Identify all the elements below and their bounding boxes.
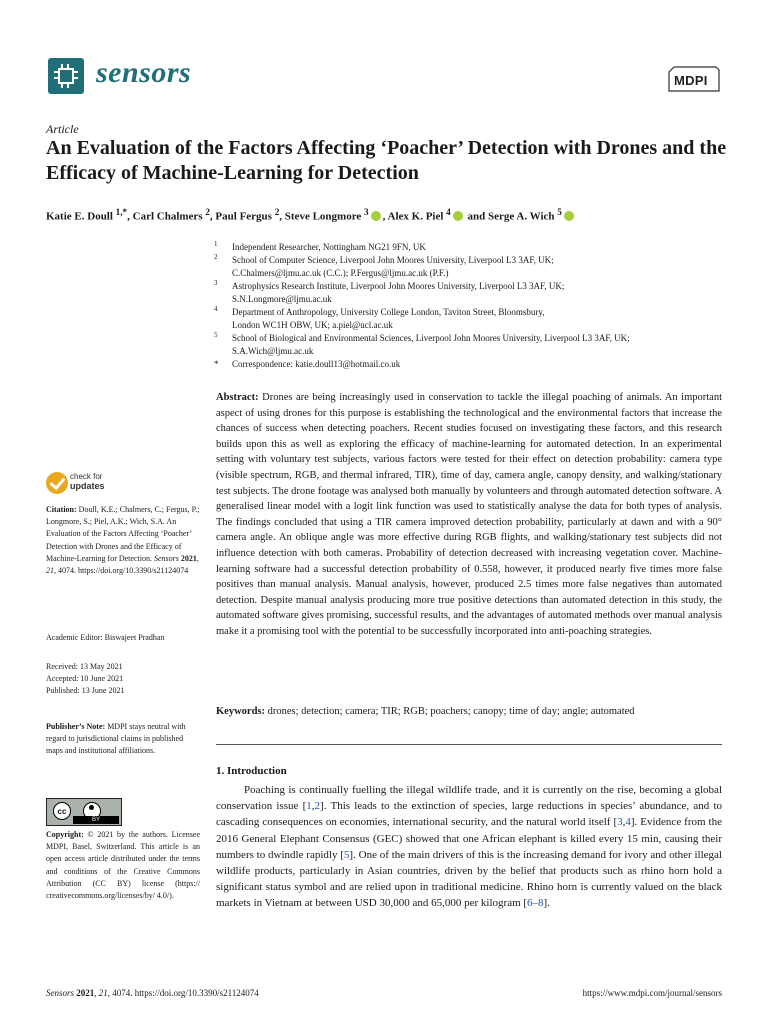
citation-link[interactable]: 2	[314, 800, 321, 813]
affiliation-email: London WC1H OBW, UK; a.piel@ucl.ac.uk	[232, 320, 393, 330]
intro-text: ]. Evidence from the 2016 General Elephant Consensus (GEC) showed that one African elephant is killed every 15 min, causing their numbers to dwindle rapidly [	[216, 816, 722, 861]
author-separator: ,	[382, 210, 386, 223]
author-separator: ,	[209, 210, 213, 223]
copyright-label: Copyright:	[46, 830, 84, 839]
affiliation-text: Astrophysics Research Institute, Liverpool John Moores University, Liverpool L3 3AF, UK;	[232, 281, 565, 291]
author-name: Katie E. Doull	[46, 210, 113, 223]
cc-by-license-badge[interactable]	[46, 798, 122, 826]
intro-paragraph	[216, 782, 722, 912]
author-list	[46, 204, 736, 225]
author-sup: 2	[274, 207, 280, 217]
citation-link[interactable]: 3	[617, 816, 623, 829]
footer-citation: Sensors 2021, 21, 4074. https://doi.org/10.3390/s21124074	[46, 988, 259, 998]
affiliation-number: *	[214, 359, 219, 369]
author-conjunction: and	[467, 210, 486, 223]
affiliation-email: S.N.Longmore@ljmu.ac.uk	[232, 294, 332, 304]
citation-year: 2021	[180, 553, 197, 563]
author-sup: 2	[205, 207, 210, 217]
correspondence-text: Correspondence: katie.doull13@hotmail.co.uk	[232, 359, 401, 369]
intro-text: ].	[543, 897, 550, 910]
author-name: Carl Chalmers	[132, 210, 203, 223]
affiliation-number: 5	[214, 331, 218, 339]
affiliation-text: Department of Anthropology, University College London, Taviton Street, Bloomsbury,	[232, 307, 545, 317]
article-title: An Evaluation of the Factors Affecting ‘Poacher’ Detection with Drones and the Efficacy of Machine-Learning for Detection	[46, 137, 727, 184]
citation-volume: 21	[46, 566, 54, 576]
citation-block: Citation: Doull, K.E.; Chalmers, C.; Fergus, P.; Longmore, S.; Piel, A.K.; Wich, S.A. An Evaluation of the Factors Affecting ‘Poacher’ Detection with Drones and the Efficacy of Machine-Learning for Detection. Sensors 2021, 21, 4074. https://doi.org/10.3390/s21124074	[46, 505, 200, 576]
orcid-icon[interactable]	[564, 211, 574, 221]
check-updates-label: updates	[70, 481, 105, 491]
author-name: Serge A. Wich	[487, 210, 555, 223]
citation-link[interactable]: 4	[625, 816, 631, 829]
abstract-label: Abstract:	[216, 392, 259, 403]
author-sup: 5	[557, 207, 562, 217]
publisher-name: MDPI	[674, 73, 708, 88]
copyright-notice	[46, 829, 200, 902]
affiliation-item	[212, 358, 732, 371]
journal-name: sensors	[96, 56, 192, 89]
footer-journal: Sensors	[46, 988, 75, 998]
publisher-note-label: Publisher’s Note:	[46, 722, 106, 731]
academic-editor: Academic Editor: Biswajeet Pradhan	[46, 633, 165, 642]
affiliation-item	[212, 280, 732, 306]
author-sup: 1,*	[115, 207, 128, 217]
sensors-logo-icon	[48, 58, 84, 94]
orcid-icon[interactable]	[453, 211, 463, 221]
author-sup: 3	[364, 207, 369, 217]
accepted-date: Accepted: 10 June 2021	[46, 674, 124, 684]
footer-volume: 21	[98, 988, 108, 998]
article-type: Article	[46, 122, 79, 136]
abstract	[216, 390, 722, 640]
by-label: BY	[73, 816, 119, 824]
orcid-icon[interactable]	[371, 211, 381, 221]
citation-journal: Sensors	[153, 553, 179, 563]
affiliation-item	[212, 241, 732, 254]
author-name: Alex K. Piel	[387, 210, 444, 223]
cc-icon: cc	[53, 802, 71, 820]
affiliation-text: School of Computer Science, Liverpool John Moores University, Liverpool L3 3AF, UK;	[232, 255, 554, 265]
publisher-note	[46, 721, 200, 758]
affiliation-item	[212, 332, 732, 358]
keywords	[216, 704, 722, 719]
citation-text: Doull, K.E.; Chalmers, C.; Fergus, P.; Longmore, S.; Piel, A.K.; Wich, S.A. An Evaluation of the Factors Affecting ‘Poacher’ Detection with Drones and the Efficacy of Machine-Learning for Detection.	[46, 505, 200, 563]
citation-link[interactable]: 1	[306, 800, 312, 813]
citation-link[interactable]: 5	[343, 848, 350, 861]
footer-doi[interactable]: , 4074. https://doi.org/10.3390/s21124074	[107, 988, 259, 998]
copyright-text: © 2021 by the authors. Licensee MDPI, Basel, Switzerland. This article is an open access article distributed under the terms and conditions of the Creative Commons Attribution (CC BY) license (https:// creativecommons.org/licenses/by/ 4.0/).	[46, 830, 201, 901]
affiliations	[212, 241, 732, 371]
affiliation-number: 1	[214, 240, 218, 248]
citation-separator: ,	[311, 800, 315, 813]
received-date: Received: 13 May 2021	[46, 662, 123, 671]
intro-text: Poaching is continually fuelling the illegal wildlife trade, and it is currently on the rise, becoming a global conservation issue [	[216, 784, 722, 813]
author-sup: 4	[446, 207, 451, 217]
keywords-label: Keywords:	[216, 706, 265, 717]
affiliation-email: S.A.Wich@ljmu.ac.uk	[232, 346, 314, 356]
footer-year: 2021	[76, 988, 95, 998]
affiliation-number: 4	[214, 305, 218, 313]
publisher-note-text: MDPI stays neutral with regard to jurisdictional claims in published maps and institutional affiliations.	[46, 722, 186, 756]
check-for-updates-button[interactable]	[46, 472, 156, 496]
affiliation-email: C.Chalmers@ljmu.ac.uk (C.C.); P.Fergus@ljmu.ac.uk (P.F.)	[232, 268, 449, 278]
citation-label: Citation:	[46, 505, 77, 514]
section-heading: 1. Introduction	[216, 765, 287, 777]
intro-text: ]. This leads to the extinction of species, large reductions in species’ abundance, and to cascading consequences on economies, international security, and the natural world itself [	[216, 800, 722, 829]
intro-text: ]. One of the main drivers of this is the increasing demand for ivory and other illegal wildlife products, particularly in Asian countries, driven by the belief that products such as rhino horn hold a significant status symbol and are relied upon in traditional medicine. Rhino horn is currently valued on the black markets in Vietnam at between USD 30,000 and 65,000 per kilogram [	[216, 848, 722, 910]
keywords-text: drones; detection; camera; TIR; RGB; poachers; canopy; time of day; angle; automated	[267, 706, 635, 717]
affiliation-item	[212, 254, 732, 280]
citation-link[interactable]: 6–8	[527, 897, 544, 910]
affiliation-item	[212, 306, 732, 332]
section-divider	[216, 744, 722, 745]
author-separator: ,	[279, 210, 283, 223]
affiliation-number: 2	[214, 253, 218, 261]
author-name: Paul Fergus	[215, 210, 272, 223]
publication-dates	[46, 661, 200, 698]
author-separator: ,	[127, 210, 130, 223]
author-name: Steve Longmore	[284, 210, 362, 223]
abstract-text: Drones are being increasingly used in conservation to tackle the illegal poaching of animals. An important aspect of using drones for this purpose is establishing the technological and the environmental factors that increase the chances of success when detecting poachers. Recent studies focused on investigating these factors, and this research builds upon this as well as exploring the efficacy of machine-learning for automated detection. In an experimental setting with voluntary test subjects, various factors were tested for their effect on detection probability: camera type (visible spectrum, RGB, and thermal infrared, TIR), time of day, camera angle, canopy density, and walking/stationary test subjects. The drone footage was analysed both manually by volunteers and through automated detection software. A generalised linear model with a logit link function was used to statistically analyse the data for both types of analysis. The findings concluded that using a TIR camera improved detection probability, particularly at dawn and with a 90° camera angle. An oblique angle was more effective during RGB flights, and walking/stationary test subjects did not influence detection with both cameras. Probability of detection decreased with increasing vegetation cover. Machine-learning software had a successful detection probability of 0.558, however, it produced nearly five times more false positives than manual analysis. Manual analysis, however, produced 2.5 times more false negatives than automated detection. Despite manual analysis producing more true positive detections than automated detection in this study, the automated software gives promising, successful results, and the advantages of automated methods over manual analysis make it a promising tool with the potential to be successfully incorporated into anti-poaching strategies.	[216, 392, 723, 637]
citation-separator: ,	[622, 816, 626, 829]
mdpi-logo[interactable]	[666, 64, 722, 94]
citation-doi[interactable]: , 4074. https://doi.org/10.3390/s21124074	[54, 566, 189, 576]
check-updates-icon	[46, 472, 68, 494]
check-updates-label: check for	[70, 472, 103, 481]
affiliation-text: School of Biological and Environmental Sciences, Liverpool John Moores University, Liverpool L3 3AF, UK;	[232, 333, 630, 343]
affiliation-text: Independent Researcher, Nottingham NG21 9FN, UK	[232, 242, 426, 252]
affiliation-number: 3	[214, 279, 218, 287]
published-date: Published: 13 June 2021	[46, 686, 125, 696]
footer-journal-url[interactable]: https://www.mdpi.com/journal/sensors	[582, 988, 722, 998]
